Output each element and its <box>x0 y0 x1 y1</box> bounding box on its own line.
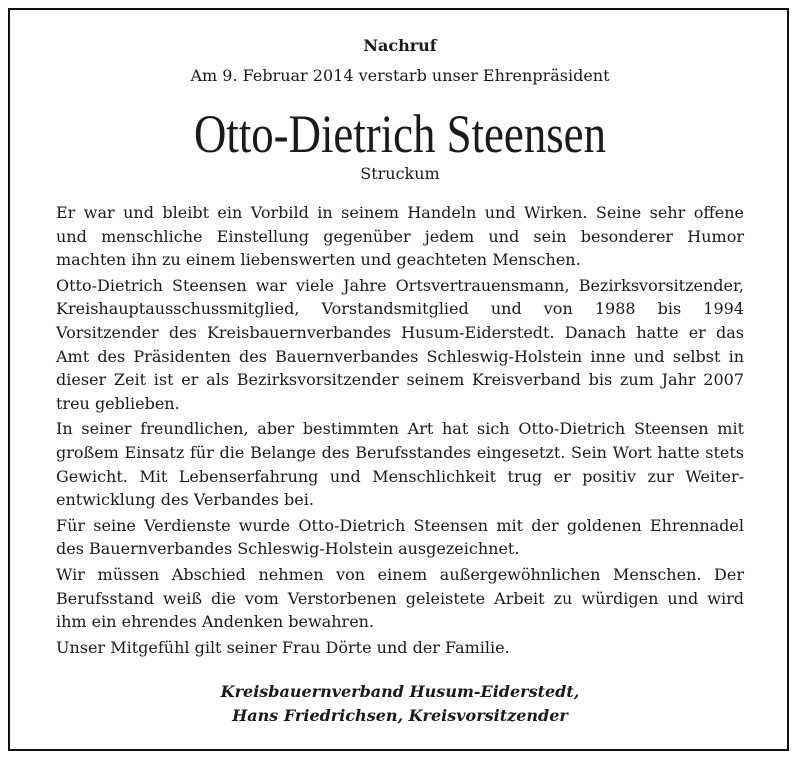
deceased-name: Otto-Dietrich Steensen <box>194 104 606 164</box>
paragraph <box>56 201 744 272</box>
text-line: Für seine Verdienste wurde Otto-Dietrich Steensen mit der goldenen Ehrennadel <box>56 515 744 535</box>
text-line: Vorsitzender des Kreisbauernverbandes Husum-Eiderstedt. Danach hatte er das <box>56 322 744 342</box>
paragraph <box>56 417 744 511</box>
paragraph <box>56 274 744 416</box>
text-line: machten ihn zu einem liebenswerten und geachteten Menschen. <box>56 250 581 270</box>
text-line: Er war und bleibt ein Vorbild in seinem Handeln und Wirken. Seine sehr offene <box>56 203 744 222</box>
text-line: treu geblieben. <box>56 393 180 413</box>
text-line: und menschliche Einstellung gegenüber jedem und sein besonderer Humor <box>56 226 744 246</box>
notice-body <box>56 201 744 661</box>
deceased-place: Struckum <box>360 164 440 183</box>
paragraph <box>56 514 744 561</box>
text-line: Unser Mitgefühl gilt seiner Frau Dörte und der Familie. <box>56 637 510 657</box>
text-line: Wir müssen Abschied nehmen von einem außergewöhnlichen Menschen. Der <box>56 564 744 584</box>
text-line: In seiner freundlichen, aber bestimmten Art hat sich Otto-Dietrich Steensen mit <box>56 419 744 439</box>
paragraph <box>56 636 744 660</box>
text-line: Otto-Dietrich Steensen war viele Jahre Ortsvertrauensmann, Bezirksvorsitzender, <box>56 275 744 295</box>
text-line: großem Einsatz für die Belange des Berufsstandes eingesetzt. Sein Wort hatte stets <box>56 442 744 462</box>
text-line: Amt des Präsidenten des Bauernverbandes Schleswig-Holstein inne und selbst in <box>56 346 744 366</box>
text-line: entwicklung des Verbandes bei. <box>56 490 314 510</box>
signature <box>0 680 800 728</box>
notice-kicker: Nachruf <box>363 36 437 55</box>
paragraph <box>56 563 744 634</box>
text-line: Gewicht. Mit Lebenserfahrung und Menschlichkeit trug er positiv zur Weiter- <box>56 466 744 486</box>
text-line: dieser Zeit ist er als Bezirksvorsitzender seinem Kreisverband bis zum Jahr 2007 <box>56 370 744 390</box>
signature-person: Hans Friedrichsen, Kreisvorsitzender <box>232 706 568 725</box>
notice-intro: Am 9. Februar 2014 verstarb unser Ehrenpräsident <box>190 66 610 85</box>
signature-organization: Kreisbauernverband Husum-Eiderstedt, <box>220 682 580 701</box>
text-line: des Bauernverbandes Schleswig-Holstein ausgezeichnet. <box>56 539 520 559</box>
text-line: Kreishauptausschussmitglied, Vorstandsmitglied und von 1988 bis 1994 <box>56 299 744 319</box>
text-line: Berufsstand weiß die vom Verstorbenen geleistete Arbeit zu würdigen und wird <box>56 588 744 608</box>
text-line: ihm ein ehrendes Andenken bewahren. <box>56 612 375 632</box>
